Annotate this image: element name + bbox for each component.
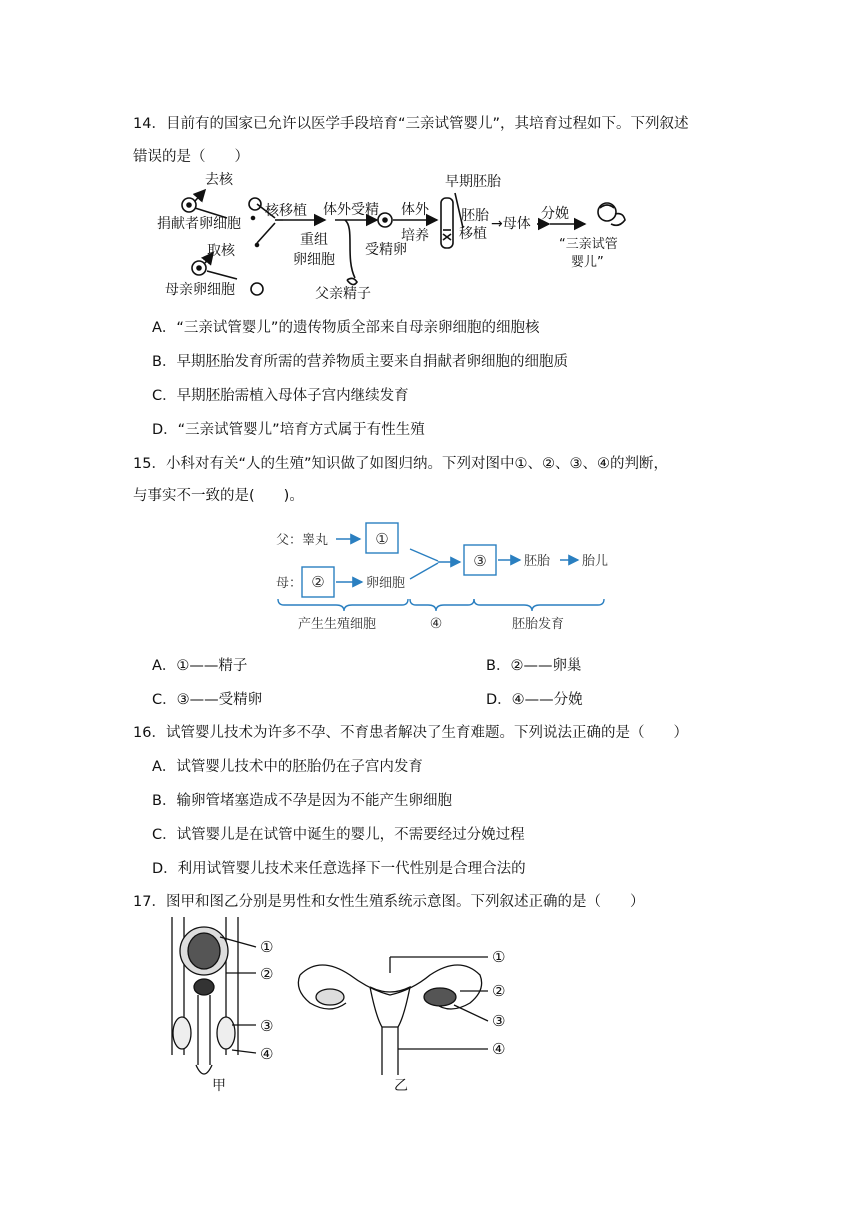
q16-option-d[interactable]: D．利用试管婴儿技术来任意选择下一代性别是合理合法的: [152, 861, 526, 877]
label-delivery: 分娩: [541, 206, 569, 222]
label-father-sperm: 父亲精子: [315, 286, 371, 302]
male-label-3: ③: [260, 1017, 274, 1035]
label-recombined: 重组: [300, 232, 328, 248]
q14-option-d[interactable]: D．“三亲试管婴儿”培育方式属于有性生殖: [152, 422, 425, 438]
label-early-embryo: 早期胚胎: [445, 174, 501, 190]
q14-option-c[interactable]: C．早期胚胎需植入母体子宫内继续发育: [152, 388, 409, 404]
left-testis-icon: [173, 1017, 191, 1049]
q14-ivf-process-diagram: [145, 168, 645, 308]
label-nuclear-transfer: 核移植: [265, 203, 307, 219]
label-culture: 培养: [401, 228, 429, 244]
q14-stem-line1: 14．目前有的国家已允许以医学手段培育“三亲试管婴儿”，其培育过程如下。下列叙述: [133, 116, 689, 132]
q17-stem: 17．图甲和图乙分别是男性和女性生殖系统示意图。下列叙述正确的是（ ）: [133, 894, 645, 910]
female-reproductive-system-diagram: [290, 945, 515, 1095]
label-ivf: 体外受精: [323, 202, 379, 218]
q14-stem-line2: 错误的是（ ）: [133, 149, 249, 165]
right-ovary-icon: [424, 988, 456, 1006]
female-label-1: ①: [492, 948, 506, 966]
brace-left: [278, 599, 408, 611]
label-fetus: 胎儿: [582, 554, 609, 569]
label-fertilized-egg: 受精卵: [365, 242, 407, 258]
test-tube-icon: [441, 198, 453, 248]
male-label-4: ④: [260, 1045, 274, 1063]
label-in-vitro: 体外: [401, 202, 429, 218]
label-donor-egg: 捐献者卵细胞: [157, 216, 241, 232]
brace-mid: [410, 599, 474, 611]
q14-option-a[interactable]: A．“三亲试管婴儿”的遗传物质全部来自母亲卵细胞的细胞核: [152, 320, 540, 336]
q15-stem-line2: 与事实不一致的是( )。: [133, 488, 304, 504]
label-father: 父：睾丸: [276, 533, 329, 548]
q15-option-b[interactable]: B．②——卵巢: [486, 658, 582, 674]
label-take-nucleus: 取核: [207, 243, 235, 259]
label-to-mother: →母体: [491, 216, 531, 232]
q16-option-a[interactable]: A．试管婴儿技术中的胚胎仍在子宫内发育: [152, 759, 423, 775]
caption-male: 甲: [212, 1078, 226, 1094]
q15-option-a[interactable]: A．①——精子: [152, 658, 248, 674]
left-ovary-icon: [316, 989, 344, 1005]
label-embryo: 胚胎: [461, 208, 489, 224]
box-3-label: ③: [473, 552, 487, 570]
q14-option-b[interactable]: B．早期胚胎发育所需的营养物质主要来自捐献者卵细胞的细胞质: [152, 354, 568, 370]
label-egg-cell: 卵细胞: [293, 252, 335, 268]
uterus-icon: [370, 987, 410, 1027]
female-label-4: ④: [492, 1040, 506, 1058]
label-remove-nucleus-top: 去核: [205, 172, 233, 188]
discarded-cell-circle-icon: [251, 283, 263, 295]
q16-stem: 16．试管婴儿技术为许多不孕、不育患者解决了生育难题。下列说法正确的是（ ）: [133, 725, 688, 741]
box-1-label: ①: [375, 530, 389, 548]
male-label-2: ②: [260, 965, 274, 983]
brace-left-label: 产生生殖细胞: [298, 617, 377, 632]
male-label-1: ①: [260, 938, 274, 956]
bladder-icon: [188, 933, 220, 969]
right-testis-icon: [217, 1017, 235, 1049]
q15-stem-line1: 15．小科对有关“人的生殖”知识做了如图归纳。下列对图中①、②、③、④的判断，: [133, 456, 668, 472]
q15-option-d[interactable]: D．④——分娩: [486, 692, 583, 708]
female-label-2: ②: [492, 982, 506, 1000]
q15-option-c[interactable]: C．③——受精卵: [152, 692, 263, 708]
q16-option-c[interactable]: C．试管婴儿是在试管中诞生的婴儿，不需要经过分娩过程: [152, 827, 525, 843]
box-2-label: ②: [311, 573, 325, 591]
removed-nucleus-circle-icon: [249, 198, 261, 210]
label-mother: 母：: [276, 576, 303, 591]
q16-option-b[interactable]: B．输卵管堵塞造成不孕是因为不能产生卵细胞: [152, 793, 452, 809]
label-egg: 卵细胞: [366, 576, 406, 591]
caption-female: 乙: [394, 1078, 408, 1094]
label-baby-line1: “三亲试管: [559, 237, 618, 252]
brace-right-label: 胚胎发育: [512, 617, 565, 632]
female-label-3: ③: [492, 1012, 506, 1030]
brace-mid-label: ④: [429, 616, 443, 632]
brace-right: [474, 599, 604, 611]
label-baby-line2: 婴儿”: [571, 255, 604, 270]
label-mother-egg: 母亲卵细胞: [165, 282, 235, 298]
male-reproductive-system-diagram: [160, 915, 290, 1095]
label-transplant: 移植: [459, 226, 487, 242]
q15-reproduction-diagram: [270, 515, 615, 640]
label-embryo: 胚胎: [524, 554, 551, 569]
